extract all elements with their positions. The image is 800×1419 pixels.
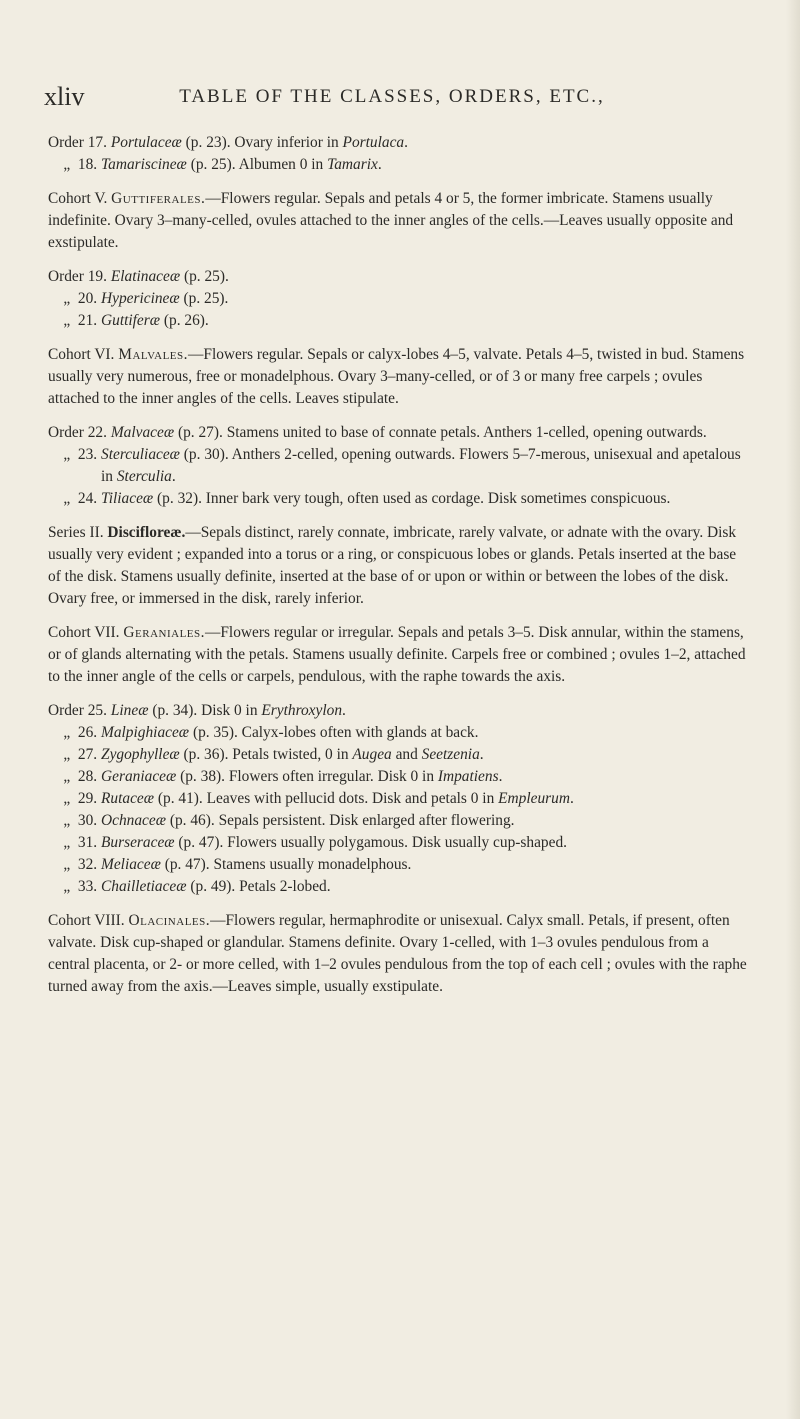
order-page: (p. 32). bbox=[157, 490, 202, 507]
page-content bbox=[48, 132, 748, 1010]
order-name: Elatinaceæ bbox=[110, 268, 181, 285]
order-text: Inner bark very tough, often used as cordage. Disk sometimes conspicuous. bbox=[201, 490, 671, 507]
order-text-end: . bbox=[498, 768, 503, 785]
order-group-4 bbox=[48, 700, 748, 898]
order-text-end: . bbox=[569, 790, 574, 807]
order-entry bbox=[48, 444, 748, 488]
order-text: Disk 0 in bbox=[197, 702, 262, 719]
order-label: Order 25. bbox=[48, 702, 107, 719]
order-text: Leaves with pellucid dots. Disk and petals 0 in bbox=[202, 790, 499, 807]
cohort-text: —Flowers regular. Sepals and petals 4 or 5, the former imbricate. Stamens usually indefinite. Ovary 3–many-celled, ovules attached to the inner angles of the cells.—Leaves usually opposite and exstipulate. bbox=[48, 190, 734, 251]
order-entry bbox=[48, 788, 748, 810]
page-edge-shadow bbox=[786, 0, 800, 1419]
order-page: (p. 25). bbox=[183, 268, 229, 285]
cohort-name: Olacinales. bbox=[128, 912, 211, 929]
order-page: (p. 30). bbox=[183, 446, 229, 463]
order-group-2 bbox=[48, 266, 748, 332]
order-page: (p. 47). bbox=[178, 834, 224, 851]
order-entry bbox=[48, 854, 748, 876]
order-page: (p. 27). bbox=[177, 424, 223, 441]
order-label: „ 33. bbox=[48, 878, 98, 895]
order-label: „ 20. bbox=[48, 290, 98, 307]
order-text: Albumen 0 in bbox=[235, 156, 328, 173]
order-entry bbox=[48, 132, 748, 154]
order-label: Order 19. bbox=[48, 268, 107, 285]
genus-name: Empleurum bbox=[498, 790, 570, 807]
cohort-label: Cohort VII. bbox=[48, 624, 120, 641]
order-label: „ 26. bbox=[48, 724, 98, 741]
cohort-label: Cohort VIII. bbox=[48, 912, 125, 929]
order-label: „ 27. bbox=[48, 746, 98, 763]
order-entry bbox=[48, 488, 748, 510]
order-name: Lineæ bbox=[110, 702, 149, 719]
genus-name: Augea bbox=[352, 746, 392, 763]
order-name: Zygophylleæ bbox=[101, 746, 180, 763]
order-page: (p. 23). bbox=[185, 134, 231, 151]
order-text-end: . bbox=[479, 746, 484, 763]
order-text: Ovary inferior in bbox=[230, 134, 343, 151]
order-name: Meliaceæ bbox=[101, 856, 161, 873]
order-text: Calyx-lobes often with glands at back. bbox=[237, 724, 479, 741]
order-page: (p. 46). bbox=[169, 812, 215, 829]
order-entry bbox=[48, 876, 748, 898]
genus-name: Impatiens bbox=[437, 768, 499, 785]
order-text: Stamens usually monadelphous. bbox=[209, 856, 412, 873]
cohort-name: Malvales. bbox=[118, 346, 188, 363]
order-label: „ 31. bbox=[48, 834, 98, 851]
order-entry bbox=[48, 766, 748, 788]
cohort-label: Cohort VI. bbox=[48, 346, 115, 363]
order-entry bbox=[48, 266, 748, 288]
order-label: „ 21. bbox=[48, 312, 98, 329]
cohort-v bbox=[48, 188, 748, 254]
order-page: (p. 47). bbox=[164, 856, 210, 873]
order-name: Malvaceæ bbox=[110, 424, 175, 441]
genus-name: Tamarix bbox=[327, 156, 378, 173]
order-label: „ 32. bbox=[48, 856, 98, 873]
series-text: —Sepals distinct, rarely connate, imbricate, rarely valvate, or adnate with the ovary. Disk usually very evident ; expanded into a torus or a ring, or conspicuous lobes or glands. Petals inserted at the base of the disk. Stamens usually definite, inserted at the base of or upon or within or between the lobes of the disk. Ovary free, or immersed in the disk, rarely inferior. bbox=[48, 524, 737, 607]
order-name: Sterculiaceæ bbox=[101, 446, 180, 463]
cohort-text: —Flowers regular. Sepals or calyx-lobes 4–5, valvate. Petals 4–5, twisted in bud. Stamens usually very numerous, free or monadelphous. Ovary 3–many-celled, or of 3 or many free carpels ; ovules attached to the inner angles of the cells. Leaves stipulate. bbox=[48, 346, 745, 407]
order-text-mid: and bbox=[391, 746, 422, 763]
order-name: Guttiferæ bbox=[101, 312, 161, 329]
genus-name: Erythroxylon bbox=[261, 702, 343, 719]
order-text: Petals twisted, 0 in bbox=[228, 746, 353, 763]
order-text: Flowers usually polygamous. Disk usually cup-shaped. bbox=[223, 834, 567, 851]
order-name: Rutaceæ bbox=[101, 790, 155, 807]
series-label: Series II. bbox=[48, 524, 104, 541]
order-page: (p. 49). bbox=[190, 878, 236, 895]
order-page: (p. 26). bbox=[163, 312, 209, 329]
order-page: (p. 35). bbox=[192, 724, 238, 741]
cohort-text: —Flowers regular or irregular. Sepals and petals 3–5. Disk annular, within the stamens, or of glands alternating with the petals. Stamens usually definite. Carpels free or combined ; ovules 1–2, attached to the inner angle of the cells or carpels, pendulous, with the raphe towards the axis. bbox=[48, 624, 746, 685]
order-name: Chailletiaceæ bbox=[101, 878, 187, 895]
cohort-vii bbox=[48, 622, 748, 688]
genus-name: Portulaca bbox=[342, 134, 405, 151]
cohort-vi bbox=[48, 344, 748, 410]
order-label: Order 17. bbox=[48, 134, 107, 151]
order-page: (p. 41). bbox=[157, 790, 203, 807]
order-name: Hypericineæ bbox=[101, 290, 180, 307]
page-header bbox=[44, 82, 740, 122]
page-number: xliv bbox=[44, 82, 85, 111]
cohort-label: Cohort V. bbox=[48, 190, 108, 207]
order-entry bbox=[48, 832, 748, 854]
order-page: (p. 34). bbox=[152, 702, 198, 719]
cohort-viii bbox=[48, 910, 748, 998]
order-text: Anthers 2-celled, opening outwards. Flowers 5–7-merous, unisexual and apetalous in bbox=[101, 446, 741, 485]
order-label: „ 18. bbox=[48, 156, 98, 173]
order-text-end: . bbox=[342, 702, 346, 719]
series-name: Discifloreæ. bbox=[107, 524, 186, 541]
order-page: (p. 38). bbox=[180, 768, 225, 785]
order-entry bbox=[48, 722, 748, 744]
order-label: „ 24. bbox=[48, 490, 98, 507]
order-text: Flowers often irregular. Disk 0 in bbox=[225, 768, 438, 785]
order-text-end: . bbox=[404, 134, 408, 151]
genus-name-2: Seetzenia bbox=[421, 746, 480, 763]
order-text: Sepals persistent. Disk enlarged after flowering. bbox=[214, 812, 515, 829]
order-name: Geraniaceæ bbox=[101, 768, 177, 785]
order-page: (p. 25). bbox=[183, 290, 229, 307]
order-group-1 bbox=[48, 132, 748, 176]
order-label: „ 30. bbox=[48, 812, 98, 829]
cohort-text: —Flowers regular, hermaphrodite or unisexual. Calyx small. Petals, if present, often valvate. Disk cup-shaped or glandular. Stamens definite. Ovary 1-celled, with 1–3 ovules pendulous from a central placenta, or 2- or more celled, with 1–2 ovules pendulous from the top of each cell ; ovules with the raphe turned away from the axis.—Leaves simple, usually exstipulate. bbox=[48, 912, 747, 995]
order-name: Tiliaceæ bbox=[101, 490, 154, 507]
order-entry bbox=[48, 810, 748, 832]
order-entry bbox=[48, 154, 748, 176]
order-entry bbox=[48, 310, 748, 332]
order-page: (p. 36). bbox=[183, 746, 229, 763]
order-text: Petals 2-lobed. bbox=[235, 878, 331, 895]
order-entry bbox=[48, 422, 748, 444]
order-entry bbox=[48, 700, 748, 722]
cohort-name: Guttiferales. bbox=[111, 190, 206, 207]
order-entry bbox=[48, 288, 748, 310]
order-label: Order 22. bbox=[48, 424, 107, 441]
order-text-end: . bbox=[171, 468, 176, 485]
order-name: Burseraceæ bbox=[101, 834, 175, 851]
cohort-name: Geraniales. bbox=[123, 624, 205, 641]
order-label: „ 29. bbox=[48, 790, 98, 807]
order-name: Portulaceæ bbox=[110, 134, 182, 151]
order-name: Ochnaceæ bbox=[101, 812, 166, 829]
order-group-3 bbox=[48, 422, 748, 510]
order-entry bbox=[48, 744, 748, 766]
order-text: Stamens united to base of connate petals. Anthers 1-celled, opening outwards. bbox=[222, 424, 707, 441]
running-title: TABLE OF THE CLASSES, ORDERS, ETC., bbox=[179, 86, 605, 107]
genus-name: Sterculia bbox=[116, 468, 172, 485]
order-name: Malpighiaceæ bbox=[101, 724, 190, 741]
order-label: „ 28. bbox=[48, 768, 98, 785]
series-ii bbox=[48, 522, 748, 610]
order-label: „ 23. bbox=[48, 446, 98, 463]
order-page: (p. 25). bbox=[190, 156, 236, 173]
order-text-end: . bbox=[377, 156, 382, 173]
order-name: Tamariscineæ bbox=[101, 156, 187, 173]
